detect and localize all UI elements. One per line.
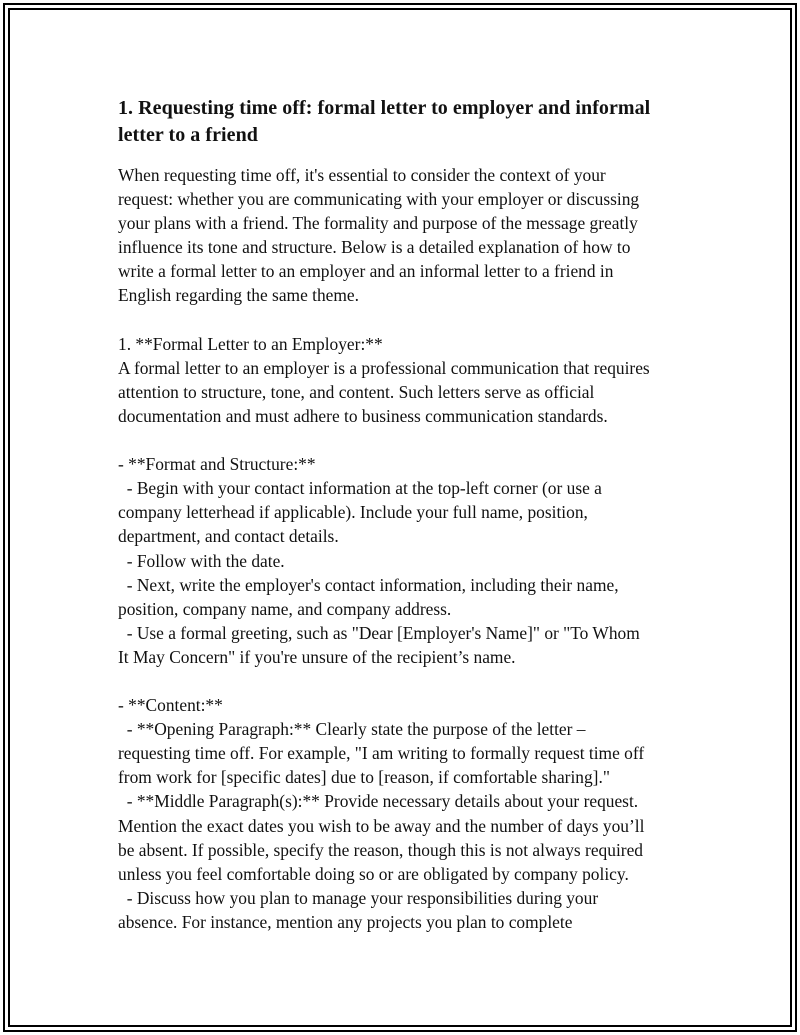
- body-line: It May Concern" if you're unsure of the recipient’s name.: [118, 646, 516, 667]
- body-line: - Next, write the employer's contact information, including their name,: [118, 574, 619, 595]
- body-line: position, company name, and company address.: [118, 598, 452, 619]
- heading-line: letter to a friend: [118, 124, 258, 146]
- body-line: request: whether you are communicating with your employer or discussing: [118, 189, 640, 210]
- body-line: attention to structure, tone, and content. Such letters serve as official: [118, 381, 595, 402]
- body-line: absence. For instance, mention any projects you plan to complete: [118, 911, 573, 932]
- body-line: requesting time off. For example, "I am writing to formally request time off: [118, 743, 645, 764]
- body-line: - Use a formal greeting, such as "Dear [Employer's Name]" or "To Whom: [118, 622, 640, 643]
- body-line: - Begin with your contact information at the top-left corner (or use a: [118, 478, 602, 499]
- body-line: department, and contact details.: [118, 526, 339, 547]
- body-line: - **Opening Paragraph:** Clearly state the purpose of the letter –: [118, 719, 586, 740]
- body-line: documentation and must adhere to business communication standards.: [118, 405, 608, 426]
- body-line: A formal letter to an employer is a professional communication that requires: [118, 357, 650, 378]
- document-content: [118, 95, 698, 934]
- body-line: - **Content:**: [118, 695, 223, 716]
- body-text: [118, 163, 698, 934]
- body-line: - Follow with the date.: [118, 550, 285, 571]
- body-line: from work for [specific dates] due to [reason, if comfortable sharing].": [118, 767, 610, 788]
- section-heading: [118, 95, 698, 149]
- body-line: company letterhead if applicable). Include your full name, position,: [118, 502, 588, 523]
- body-line: Mention the exact dates you wish to be away and the number of days you’ll: [118, 815, 645, 836]
- body-line: influence its tone and structure. Below is a detailed explanation of how to: [118, 237, 631, 258]
- body-line: unless you feel comfortable doing so or are obligated by company policy.: [118, 863, 629, 884]
- body-line: be absent. If possible, specify the reason, though this is not always required: [118, 839, 643, 860]
- body-line: - Discuss how you plan to manage your responsibilities during your: [118, 887, 599, 908]
- body-line: - **Format and Structure:**: [118, 454, 316, 475]
- paragraph-spacer: [118, 308, 698, 332]
- body-line: - **Middle Paragraph(s):** Provide necessary details about your request.: [118, 791, 639, 812]
- paragraph-spacer: [118, 428, 698, 452]
- paragraph-spacer: [118, 669, 698, 693]
- body-line: write a formal letter to an employer and an informal letter to a friend in: [118, 261, 614, 282]
- body-line: your plans with a friend. The formality and purpose of the message greatly: [118, 213, 638, 234]
- body-line: English regarding the same theme.: [118, 285, 359, 306]
- body-line: When requesting time off, it's essential to consider the context of your: [118, 165, 606, 185]
- heading-line: 1. Requesting time off: formal letter to employer and informal: [118, 97, 651, 119]
- body-line: 1. **Formal Letter to an Employer:**: [118, 333, 383, 354]
